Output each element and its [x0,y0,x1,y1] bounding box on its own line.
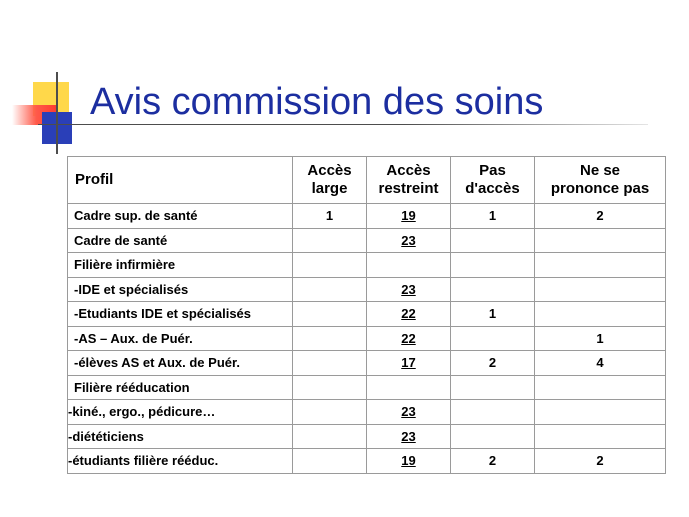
cell-ne-se-prononce [535,400,666,425]
cell-ne-se-prononce [535,253,666,278]
decor-vertical-line [56,72,58,154]
cell-ne-se-prononce [535,424,666,449]
table-row [68,204,666,229]
table-row [68,228,666,253]
cell-acces-restreint: 23 [367,277,451,302]
cell-ne-se-prononce [535,277,666,302]
cell-ne-se-prononce: 2 [535,449,666,474]
cell-pas-acces [451,228,535,253]
table-row [68,302,666,327]
cell-ne-se-prononce: 1 [535,326,666,351]
table-row [68,277,666,302]
cell-ne-se-prononce [535,228,666,253]
cell-acces-restreint: 23 [367,400,451,425]
cell-pas-acces [451,424,535,449]
slide-title: Avis commission des soins [90,81,544,123]
header-ne-se-prononce: Ne se prononce pas [535,157,666,204]
header-acces-restreint: Accès restreint [367,157,451,204]
cell-ne-se-prononce [535,375,666,400]
cell-pas-acces [451,326,535,351]
cell-acces-restreint: 19 [367,449,451,474]
row-label: -AS – Aux. de Puér. [68,326,293,351]
cell-acces-large [293,424,367,449]
table-row [68,375,666,400]
cell-acces-large [293,253,367,278]
cell-pas-acces: 2 [451,449,535,474]
cell-acces-large [293,449,367,474]
table-row [68,424,666,449]
cell-acces-large [293,302,367,327]
cell-acces-restreint: 22 [367,326,451,351]
cell-acces-restreint: 23 [367,228,451,253]
cell-ne-se-prononce: 2 [535,204,666,229]
cell-pas-acces: 2 [451,351,535,376]
cell-pas-acces [451,375,535,400]
cell-ne-se-prononce [535,302,666,327]
cell-acces-large [293,326,367,351]
cell-acces-large [293,400,367,425]
header-profil: Profil [68,157,293,204]
cell-acces-large [293,228,367,253]
row-label: Filière rééducation [68,375,293,400]
row-label: Filière infirmière [68,253,293,278]
table-row [68,351,666,376]
results-table [67,156,666,474]
title-underline [38,124,648,125]
cell-acces-restreint: 17 [367,351,451,376]
table-row [68,253,666,278]
cell-acces-restreint: 22 [367,302,451,327]
cell-acces-large [293,277,367,302]
cell-acces-large [293,351,367,376]
cell-acces-restreint: 23 [367,424,451,449]
cell-acces-large [293,375,367,400]
row-label: -kiné., ergo., pédicure… [68,400,293,425]
header-pas-acces: Pas d'accès [451,157,535,204]
cell-pas-acces: 1 [451,204,535,229]
table-row [68,326,666,351]
cell-pas-acces [451,253,535,278]
row-label: -élèves AS et Aux. de Puér. [68,351,293,376]
row-label: -étudiants filière rééduc. [68,449,293,474]
row-label: Cadre sup. de santé [68,204,293,229]
cell-acces-restreint: 19 [367,204,451,229]
table-header-row [68,157,666,204]
cell-acces-restreint [367,253,451,278]
cell-acces-restreint [367,375,451,400]
cell-pas-acces: 1 [451,302,535,327]
row-label: -Etudiants IDE et spécialisés [68,302,293,327]
header-acces-large: Accès large [293,157,367,204]
cell-pas-acces [451,277,535,302]
cell-acces-large: 1 [293,204,367,229]
cell-pas-acces [451,400,535,425]
cell-ne-se-prononce: 4 [535,351,666,376]
table-row [68,449,666,474]
row-label: -diététiciens [68,424,293,449]
table-row [68,400,666,425]
row-label: Cadre de santé [68,228,293,253]
row-label: -IDE et spécialisés [68,277,293,302]
